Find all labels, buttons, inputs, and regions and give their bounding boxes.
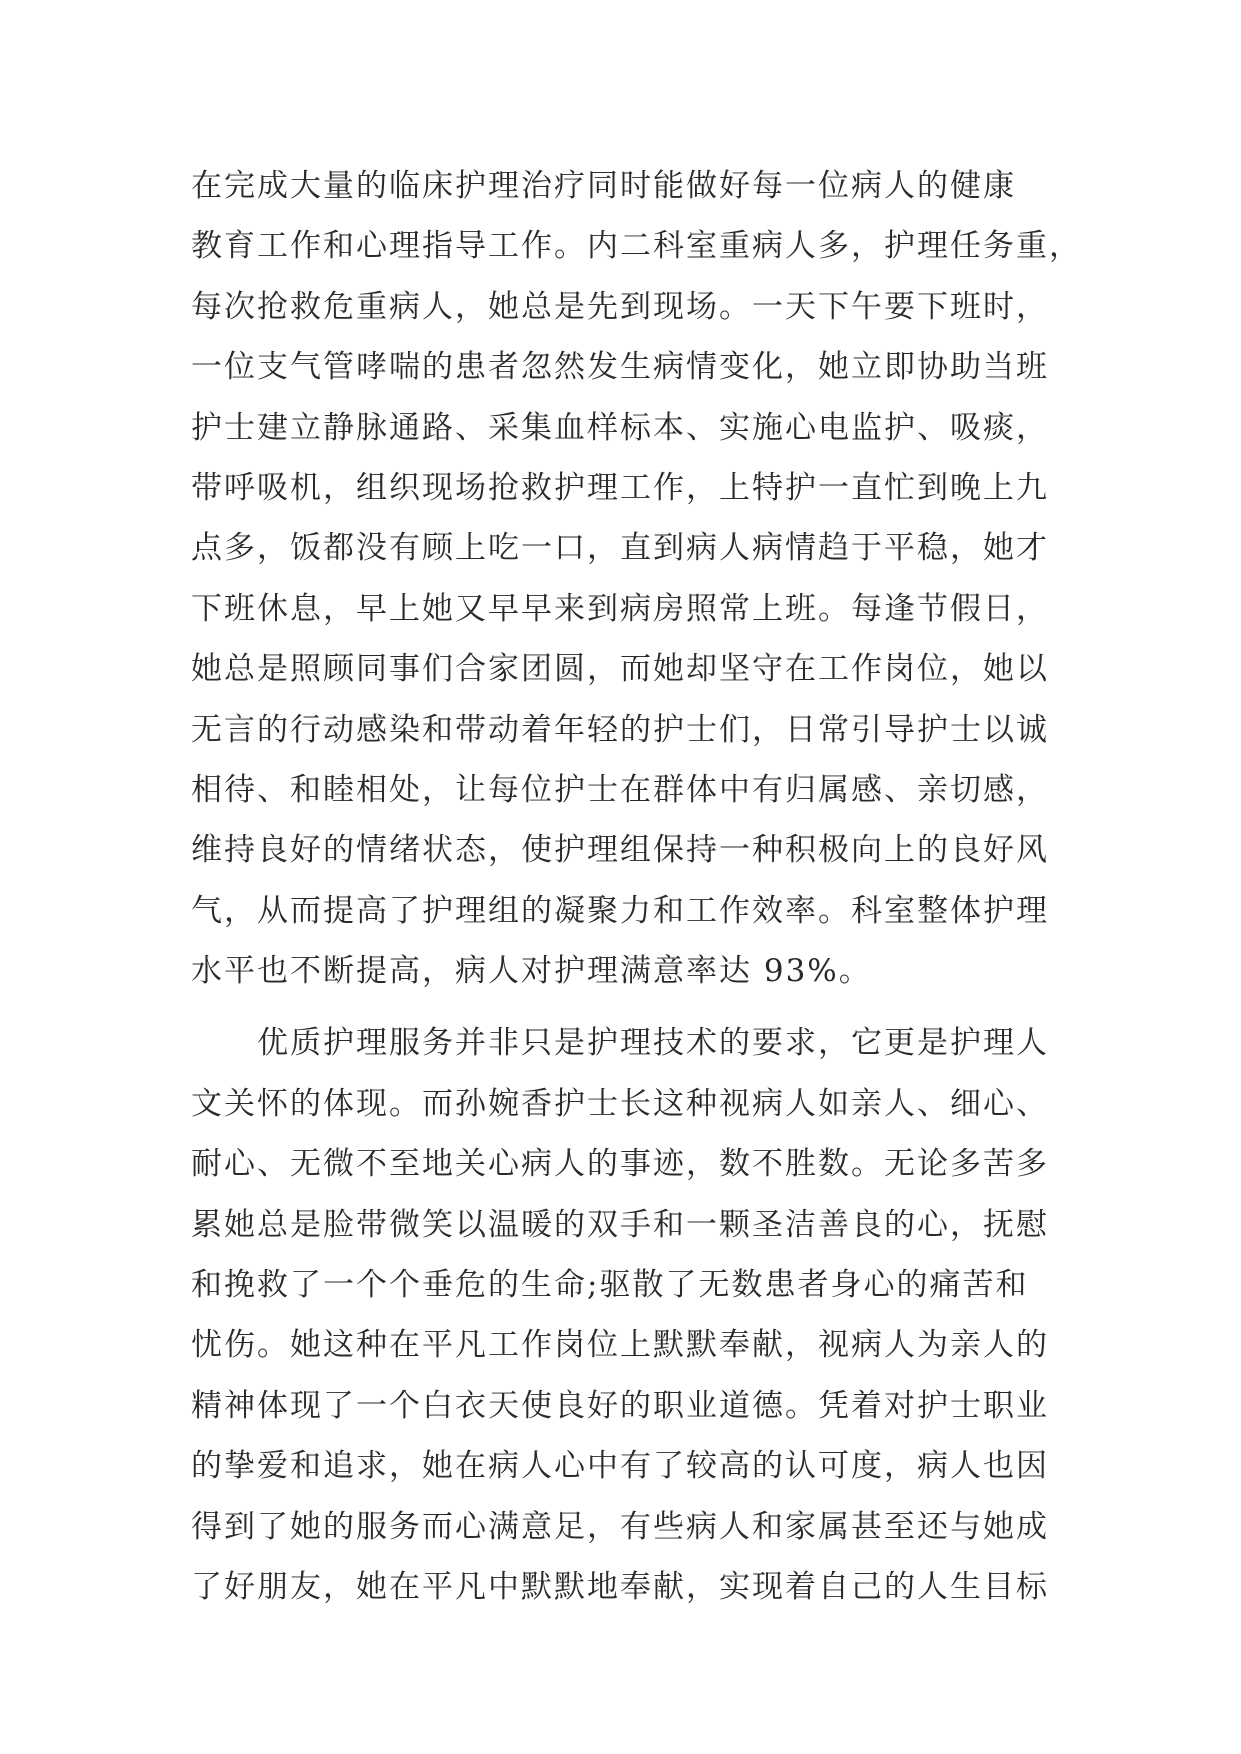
- text-line: 护士建立静脉通路、采集血样标本、实施心电监护、吸痰，: [191, 409, 1049, 446]
- text-line: 一位支气管哮喘的患者忽然发生病情变化，她立即协助当班: [191, 349, 1049, 386]
- text-line: 优质护理服务并非只是护理技术的要求，它更是护理人: [257, 1025, 1049, 1062]
- text-line: 维持良好的情绪状态，使护理组保持一种积极向上的良好风: [191, 832, 1049, 869]
- text-line: 教育工作和心理指导工作。内二科室重病人多，护理任务重，: [191, 228, 1082, 265]
- text-line: 耐心、无微不至地关心病人的事迹，数不胜数。无论多苦多: [191, 1146, 1049, 1183]
- text-line: 无言的行动感染和带动着年轻的护士们，日常引导护士以诚: [191, 711, 1049, 748]
- text-line: 水平也不断提高，病人对护理满意率达 93%。: [191, 953, 872, 990]
- body-text: [191, 156, 1082, 1617]
- paragraph-gap: [191, 1001, 1071, 1013]
- text-line: 了好朋友，她在平凡中默默地奉献，实现着自己的人生目标: [191, 1568, 1049, 1605]
- text-line: 得到了她的服务而心满意足，有些病人和家属甚至还与她成: [191, 1508, 1049, 1545]
- text-line: 相待、和睦相处，让每位护士在群体中有归属感、亲切感，: [191, 771, 1049, 808]
- text-line: 精神体现了一个白衣天使良好的职业道德。凭着对护士职业: [191, 1387, 1049, 1424]
- text-line: 的挚爱和追求，她在病人心中有了较高的认可度，病人也因: [191, 1448, 1049, 1485]
- text-line: 文关怀的体现。而孙婉香护士长这种视病人如亲人、细心、: [191, 1085, 1049, 1122]
- paragraph-2: [191, 1013, 1071, 1617]
- text-line: 下班休息，早上她又早早来到病房照常上班。每逢节假日，: [191, 590, 1049, 627]
- text-line: 和挽救了一个个垂危的生命;驱散了无数患者身心的痛苦和: [191, 1267, 1029, 1304]
- text-line: 每次抢救危重病人，她总是先到现场。一天下午要下班时，: [191, 288, 1049, 325]
- text-line: 点多，饭都没有顾上吃一口，直到病人病情趋于平稳，她才: [191, 530, 1049, 567]
- text-line: 累她总是脸带微笑以温暖的双手和一颗圣洁善良的心，抚慰: [191, 1206, 1049, 1243]
- text-line: 她总是照顾同事们合家团圆，而她却坚守在工作岗位，她以: [191, 651, 1049, 688]
- text-line: 带呼吸机，组织现场抢救护理工作，上特护一直忙到晚上九: [191, 469, 1049, 506]
- paragraph-1: [191, 156, 1082, 1001]
- text-line: 在完成大量的临床护理治疗同时能做好每一位病人的健康: [191, 168, 1016, 204]
- text-line: 气，从而提高了护理组的凝聚力和工作效率。科室整体护理: [191, 892, 1049, 929]
- text-line: 忧伤。她这种在平凡工作岗位上默默奉献，视病人为亲人的: [191, 1327, 1049, 1364]
